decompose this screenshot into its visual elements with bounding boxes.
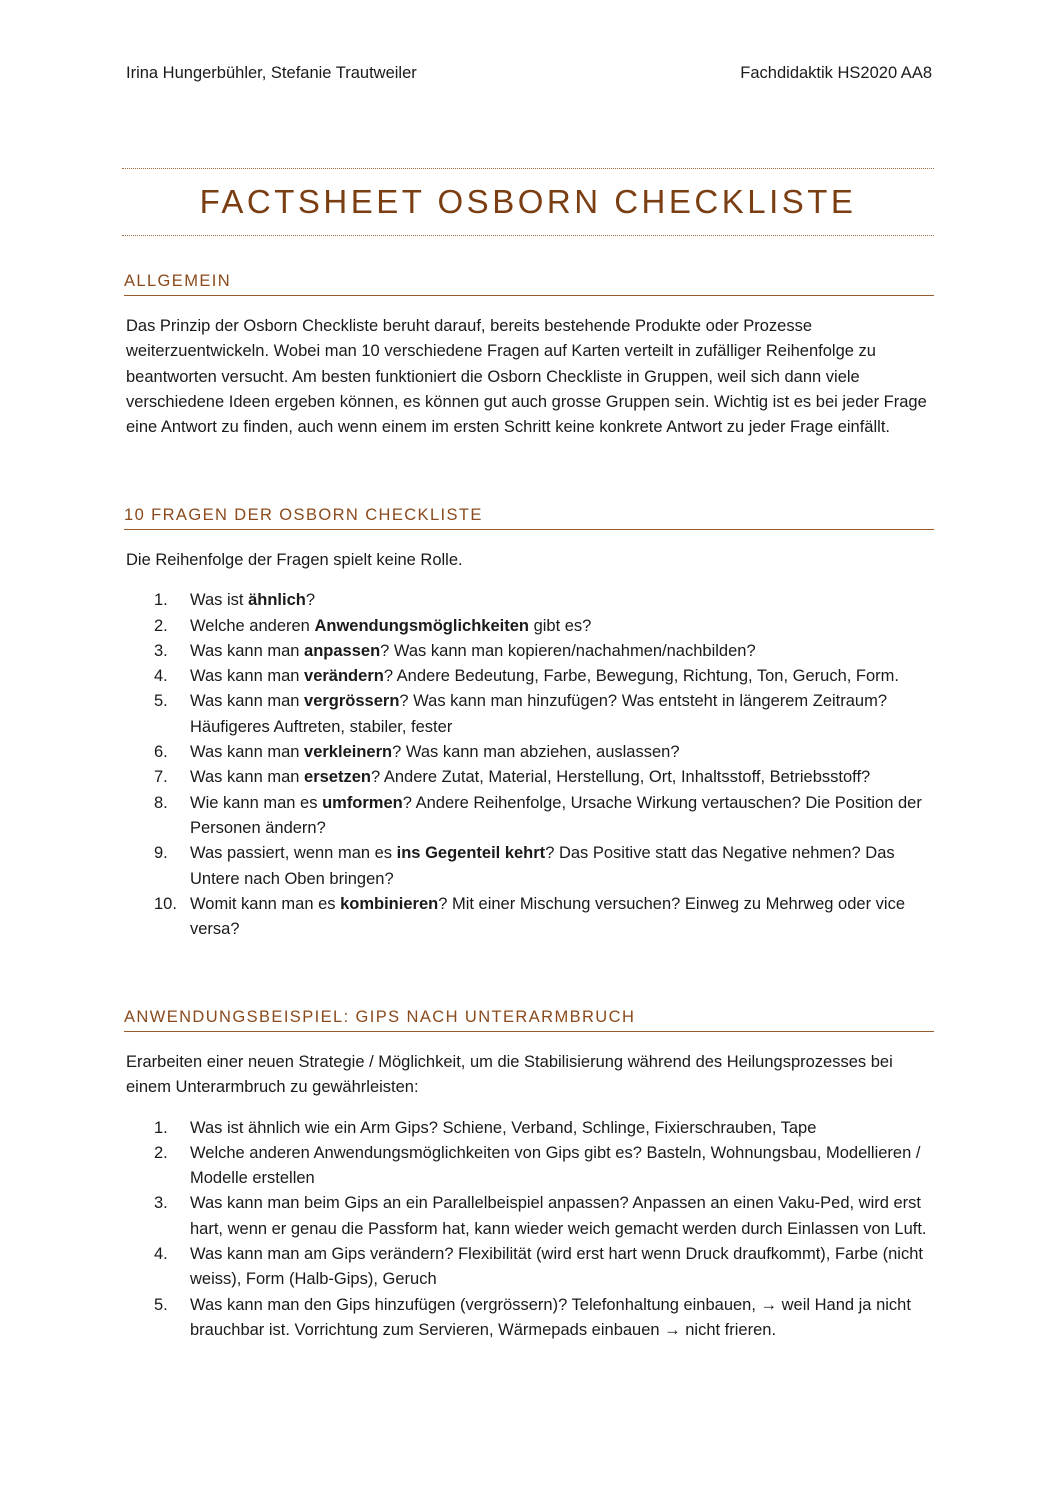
list-number: 8. bbox=[154, 793, 168, 812]
title-block bbox=[122, 168, 934, 236]
list-number: 7. bbox=[154, 768, 168, 787]
question-text: Was kann man bbox=[190, 641, 305, 660]
page-header bbox=[126, 64, 932, 88]
header-course: Fachdidaktik HS2020 AA8 bbox=[740, 64, 932, 82]
question-text: ? Andere Bedeutung, Farbe, Bewegung, Richtung, Ton, Geruch, Form. bbox=[383, 667, 900, 686]
question-keyword: ersetzen bbox=[304, 768, 371, 787]
allgemein-paragraph: Das Prinzip der Osborn Checkliste beruht darauf, bereits bestehende Produkte oder Prozesse weiterzuentwickeln. Wobei man 10 verschiedene Fragen auf Karten verteilt in zufälliger Reihenfolge zu beantworten versucht. Am besten funktioniert die Osborn Checkliste in Gruppen, weil sich dann viele verschiedene Ideen ergeben können, es können gut auch grosse Gruppen sein. Wichtig ist es bei jeder Frage eine Antwort zu finden, auch wenn einem im ersten Schritt keine konkrete Antwort zu jeder Frage einfällt. bbox=[126, 317, 927, 437]
question-text: Was ist bbox=[190, 591, 249, 610]
section-fragen bbox=[124, 503, 934, 942]
question-keyword: ähnlich bbox=[248, 591, 306, 610]
fragen-item bbox=[124, 892, 934, 943]
fragen-item bbox=[124, 588, 934, 613]
question-keyword: verändern bbox=[304, 667, 384, 686]
section-heading-allgemein: ALLGEMEIN bbox=[124, 269, 934, 296]
title-rule-top bbox=[122, 168, 934, 169]
question-text: Womit kann man es bbox=[190, 894, 341, 913]
fragen-list bbox=[124, 588, 934, 942]
beispiel-item bbox=[124, 1116, 934, 1141]
list-number: 1. bbox=[154, 591, 168, 610]
list-number: 6. bbox=[154, 743, 168, 762]
question-keyword: Anwendungsmöglichkeiten bbox=[314, 616, 529, 635]
beispiel-text: Was kann man den Gips hinzufügen (vergrössern)? Telefonhaltung einbauen, → weil Hand ja nicht brauchbar ist. Vorrichtung zum Servieren, Wärmepads einbauen → nicht frieren. bbox=[190, 1295, 911, 1339]
fragen-item bbox=[124, 614, 934, 639]
fragen-item bbox=[124, 740, 934, 765]
list-number: 2. bbox=[154, 616, 168, 635]
beispiel-text: Was ist ähnlich wie ein Arm Gips? Schiene, Verband, Schlinge, Fixierschrauben, Tape bbox=[190, 1118, 817, 1137]
header-authors: Irina Hungerbühler, Stefanie Trautweiler bbox=[126, 64, 417, 82]
section-heading-fragen: 10 FRAGEN DER OSBORN CHECKLISTE bbox=[124, 503, 934, 530]
question-text: Was kann man bbox=[190, 667, 305, 686]
fragen-item bbox=[124, 639, 934, 664]
question-text: Was kann man bbox=[190, 692, 305, 711]
question-text: ? Was kann man hinzufügen? Was entsteht in längerem Zeitraum? Häufigeres Auftreten, stabiler, fester bbox=[190, 692, 888, 736]
question-text: Was passiert, wenn man es bbox=[190, 844, 397, 863]
beispiel-item bbox=[124, 1293, 934, 1344]
list-number: 2. bbox=[154, 1143, 168, 1162]
list-number: 3. bbox=[154, 1194, 168, 1213]
question-keyword: verkleinern bbox=[304, 743, 393, 762]
question-text: ? Was kann man kopieren/nachahmen/nachbilden? bbox=[380, 641, 756, 660]
question-text: Welche anderen bbox=[190, 616, 315, 635]
list-number: 10. bbox=[154, 894, 177, 913]
beispiel-list bbox=[124, 1116, 934, 1344]
beispiel-item bbox=[124, 1242, 934, 1293]
page-title: FACTSHEET OSBORN CHECKLISTE bbox=[199, 183, 857, 220]
question-keyword: ins Gegenteil kehrt bbox=[396, 844, 546, 863]
fragen-intro: Die Reihenfolge der Fragen spielt keine Rolle. bbox=[126, 551, 463, 569]
section-beispiel bbox=[124, 1005, 934, 1343]
list-number: 1. bbox=[154, 1118, 168, 1137]
list-number: 4. bbox=[154, 1245, 168, 1264]
question-keyword: umformen bbox=[322, 793, 403, 812]
question-text: Wie kann man es bbox=[190, 793, 323, 812]
fragen-item bbox=[124, 791, 934, 842]
question-text: ? Mit einer Mischung versuchen? Einweg zu Mehrweg oder vice versa? bbox=[190, 894, 906, 939]
fragen-item bbox=[124, 689, 934, 740]
fragen-item bbox=[124, 765, 934, 790]
beispiel-item bbox=[124, 1141, 934, 1192]
beispiel-text: Was kann man beim Gips an ein Parallelbeispiel anpassen? Anpassen an einen Vaku-Ped, wird erst hart, wenn er genau die Passform hat, kann wieder weich gemacht werden durch Einlassen von Luft. bbox=[190, 1194, 927, 1238]
question-text: ? Andere Zutat, Material, Herstellung, Ort, Inhaltsstoff, Betriebsstoff? bbox=[370, 768, 871, 787]
beispiel-text: Welche anderen Anwendungsmöglichkeiten von Gips gibt es? Basteln, Wohnungsbau, Modellieren / Modelle erstellen bbox=[190, 1143, 921, 1188]
fragen-item bbox=[124, 841, 934, 892]
question-keyword: vergrössern bbox=[304, 692, 400, 711]
list-number: 5. bbox=[154, 692, 168, 711]
list-number: 9. bbox=[154, 844, 168, 863]
beispiel-intro: Erarbeiten einer neuen Strategie / Möglichkeit, um die Stabilisierung während des Heilungsprozesses bei einem Unterarmbruch zu gewährleisten: bbox=[126, 1053, 893, 1097]
question-text: gibt es? bbox=[528, 616, 592, 635]
list-number: 4. bbox=[154, 667, 168, 686]
title-rule-bottom bbox=[122, 235, 934, 236]
question-text: Was kann man bbox=[190, 768, 305, 787]
question-text: ? Das Positive statt das Negative nehmen? Das Untere nach Oben bringen? bbox=[190, 844, 895, 888]
question-keyword: kombinieren bbox=[340, 894, 439, 913]
question-text: ? bbox=[305, 591, 316, 610]
question-text: Was kann man bbox=[190, 743, 305, 762]
fragen-item bbox=[124, 664, 934, 689]
beispiel-text: Was kann man am Gips verändern? Flexibilität (wird erst hart wenn Druck draufkommt), Farbe (nicht weiss), Form (Halb-Gips), Geruch bbox=[190, 1245, 923, 1289]
question-text: ? Andere Reihenfolge, Ursache Wirkung vertauschen? Die Position der Personen ändern? bbox=[190, 793, 922, 837]
section-heading-beispiel: ANWENDUNGSBEISPIEL: GIPS NACH UNTERARMBRUCH bbox=[124, 1005, 934, 1032]
section-allgemein bbox=[124, 269, 934, 440]
list-number: 5. bbox=[154, 1295, 168, 1314]
list-number: 3. bbox=[154, 641, 168, 660]
question-keyword: anpassen bbox=[304, 641, 381, 660]
beispiel-item bbox=[124, 1191, 934, 1242]
question-text: ? Was kann man abziehen, auslassen? bbox=[392, 743, 680, 762]
